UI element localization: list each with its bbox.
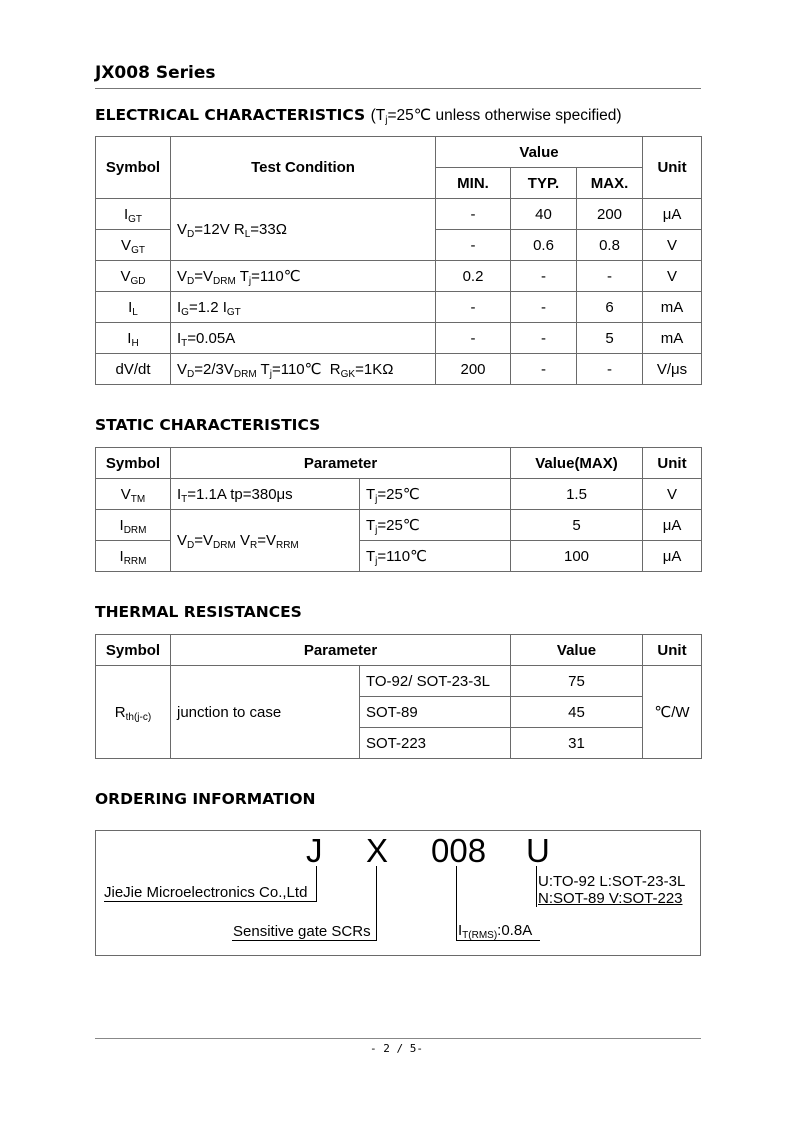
current-label: $I_{T(RMS)}:0.8A$ — [458, 922, 533, 941]
typ-cell: - — [511, 292, 577, 323]
header-symbol: Symbol — [96, 635, 171, 666]
header-min: MIN. — [436, 168, 511, 199]
parameter-cell: $V_D=V_{DRM}$ $V_R=V_{RRM}$ — [171, 510, 360, 572]
typ-cell: 0.6 — [511, 230, 577, 261]
footer-divider — [95, 1038, 701, 1039]
unit-cell: V — [643, 230, 702, 261]
header-value: Value — [436, 137, 643, 168]
unit-cell: mA — [643, 323, 702, 354]
condition-cell: $V_D=2/3V_{DRM}$ $T_j=110℃$ $R_{GK}=1K\Omega$ — [171, 354, 436, 385]
table-row — [96, 261, 702, 292]
table-row — [96, 199, 702, 230]
table-header-row — [96, 137, 702, 168]
max-cell: - — [577, 261, 643, 292]
document-title: JX008 Series — [95, 63, 216, 83]
leader-underline-type — [232, 940, 377, 941]
min-cell: - — [436, 199, 511, 230]
typ-cell: - — [511, 261, 577, 292]
condition-cell: $V_D=V_{DRM}$ $T_j=110℃$ — [171, 261, 436, 292]
value-cell: 45 — [511, 697, 643, 728]
typ-cell: 40 — [511, 199, 577, 230]
header-parameter: Parameter — [171, 448, 511, 479]
thermal-resistances-table — [95, 634, 702, 759]
unit-cell: V — [643, 261, 702, 292]
code-letter-u: U — [526, 832, 550, 869]
header-value: Value(MAX) — [511, 448, 643, 479]
leader-line-008 — [456, 866, 457, 940]
min-cell: - — [436, 230, 511, 261]
value-cell: 75 — [511, 666, 643, 697]
code-letter-x: X — [366, 832, 389, 869]
unit-cell: V/μs — [643, 354, 702, 385]
package-code-line2: N:SOT-89 V:SOT-223 — [538, 890, 683, 907]
symbol-cell: $V_{TM}$ — [96, 479, 171, 510]
symbol-cell: $I_L$ — [96, 292, 171, 323]
symbol-cell: $I_{DRM}$ — [96, 510, 171, 541]
temperature-cell: $T_j=25℃$ — [360, 479, 511, 510]
leader-underline-maker — [104, 901, 317, 902]
header-unit: Unit — [643, 448, 702, 479]
min-cell: 0.2 — [436, 261, 511, 292]
min-cell: - — [436, 323, 511, 354]
static-characteristics-table — [95, 447, 702, 572]
symbol-cell: dV/dt — [96, 354, 171, 385]
page-number: - 2 / 5- — [370, 1042, 423, 1055]
header-max: MAX. — [577, 168, 643, 199]
ordering-section-title: ORDERING INFORMATION — [95, 790, 316, 808]
typ-cell: - — [511, 354, 577, 385]
condition-cell: $I_G=1.2$ $I_{GT}$ — [171, 292, 436, 323]
header-symbol: Symbol — [96, 137, 171, 199]
symbol-cell: $V_{GT}$ — [96, 230, 171, 261]
header-symbol: Symbol — [96, 448, 171, 479]
table-row — [96, 323, 702, 354]
unit-cell: mA — [643, 292, 702, 323]
static-section-title: STATIC CHARACTERISTICS — [95, 416, 321, 434]
package-cell: SOT-223 — [360, 728, 511, 759]
temperature-cell: $T_j=110℃$ — [360, 541, 511, 572]
table-header-row — [96, 448, 702, 479]
electrical-title-text: ELECTRICAL CHARACTERISTICS — [95, 106, 366, 124]
max-cell: 5 — [577, 323, 643, 354]
unit-cell: V — [643, 479, 702, 510]
code-number-008: 008 — [431, 832, 487, 869]
max-cell: 6 — [577, 292, 643, 323]
table-row — [96, 666, 702, 697]
code-letter-j: J — [306, 832, 323, 869]
table-row — [96, 510, 702, 541]
table-row — [96, 479, 702, 510]
header-unit: Unit — [643, 635, 702, 666]
symbol-cell: $I_{RRM}$ — [96, 541, 171, 572]
electrical-characteristics-table — [95, 136, 702, 385]
electrical-section-title — [95, 106, 622, 125]
parameter-cell: junction to case — [171, 666, 360, 759]
unit-cell: μA — [643, 510, 702, 541]
condition-cell: $V_D=12V$ $R_L=33\Omega$ — [171, 199, 436, 261]
condition-cell: $I_T=0.05A$ — [171, 323, 436, 354]
unit-cell: μA — [643, 541, 702, 572]
min-cell: 200 — [436, 354, 511, 385]
leader-line-j — [316, 866, 317, 901]
maker-label: JieJie Microelectronics Co.,Ltd — [104, 884, 308, 901]
header-parameter: Parameter — [171, 635, 511, 666]
package-code-line1: U:TO-92 L:SOT-23-3L — [538, 873, 686, 890]
leader-line-x — [376, 866, 377, 940]
type-label: Sensitive gate SCRs — [233, 923, 371, 940]
electrical-condition: ($T_j=25℃$ unless otherwise specified) — [370, 107, 622, 126]
max-cell: 200 — [577, 199, 643, 230]
header-value: Value — [511, 635, 643, 666]
symbol-cell: $I_H$ — [96, 323, 171, 354]
package-cell: TO-92/ SOT-23-3L — [360, 666, 511, 697]
symbol-cell: $I_{GT}$ — [96, 199, 171, 230]
parameter-cell: $I_T=1.1A$ tp=380μs — [171, 479, 360, 510]
leader-line-u — [536, 866, 537, 907]
value-cell: 100 — [511, 541, 643, 572]
thermal-section-title: THERMAL RESISTANCES — [95, 603, 302, 621]
table-row — [96, 354, 702, 385]
value-cell: 1.5 — [511, 479, 643, 510]
package-cell: SOT-89 — [360, 697, 511, 728]
min-cell: - — [436, 292, 511, 323]
header-unit: Unit — [643, 137, 702, 199]
max-cell: - — [577, 354, 643, 385]
max-cell: 0.8 — [577, 230, 643, 261]
temperature-cell: $T_j=25℃$ — [360, 510, 511, 541]
table-row — [96, 292, 702, 323]
header-test-condition: Test Condition — [171, 137, 436, 199]
header-divider — [95, 88, 701, 89]
unit-cell: μA — [643, 199, 702, 230]
unit-cell: ℃/W — [643, 666, 702, 759]
value-cell: 31 — [511, 728, 643, 759]
table-header-row — [96, 635, 702, 666]
symbol-cell: $R_{th(j-c)}$ — [96, 666, 171, 759]
symbol-cell: $V_{GD}$ — [96, 261, 171, 292]
typ-cell: - — [511, 323, 577, 354]
header-typ: TYP. — [511, 168, 577, 199]
value-cell: 5 — [511, 510, 643, 541]
